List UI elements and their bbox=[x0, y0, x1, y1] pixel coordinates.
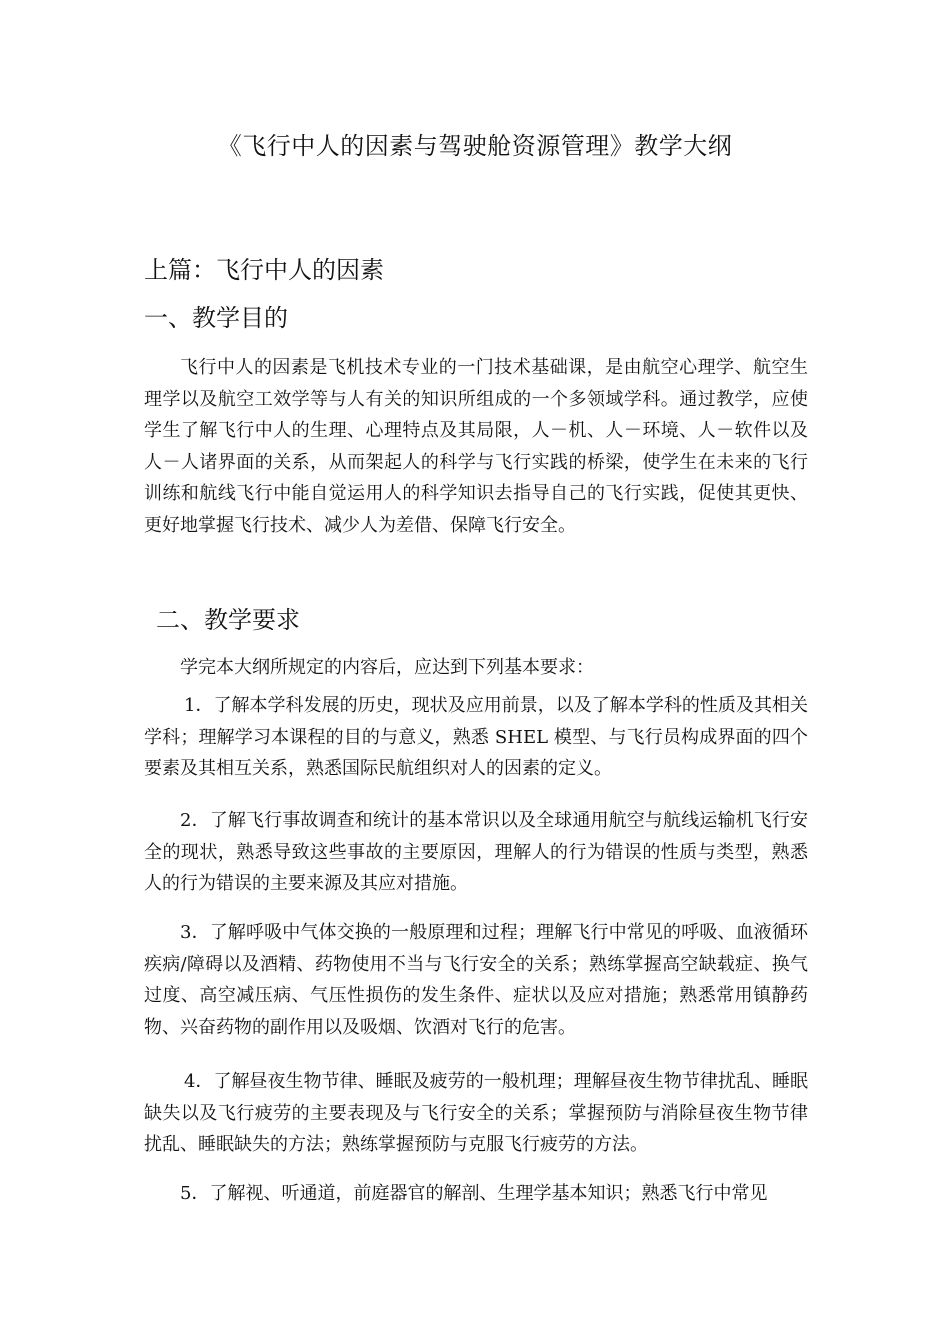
teaching-purpose-paragraph: 飞行中人的因素是飞机技术专业的一门技术基础课，是由航空心理学、航空生理学以及航空工效学等与人有关的知识所组成的一个多领域学科。通过教学，应使学生了解飞行中人的生理、心理特点及其局限，人－机、人－环境、人－软件以及人－人诸界面的关系，从而架起人的科学与飞行实践的桥梁，使学生在未来的飞行训练和航线飞行中能自觉运用人的科学知识去指导自己的飞行实践，促使其更快、更好地掌握飞行技术、减少人为差借、保障飞行安全。 bbox=[144, 357, 808, 536]
requirement-item-3: 3．了解呼吸中气体交换的一般原理和过程；理解飞行中常见的呼吸、血液循环疾病/障碍以及酒精、药物使用不当与飞行安全的关系；熟练掌握高空缺载症、换气过度、高空减压病、气压性损伤的发生条件、症状以及应对措施；熟悉常用镇静药物、兴奋药物的副作用以及吸烟、饮酒对飞行的危害。 bbox=[144, 922, 808, 1038]
requirement-item-5: 5．了解视、听通道，前庭器官的解剖、生理学基本知识；熟悉飞行中常见 bbox=[180, 1183, 768, 1204]
part-title: 上篇：飞行中人的因素 bbox=[144, 256, 384, 284]
requirements-lead-paragraph: 学完本大纲所规定的内容后，应达到下列基本要求： bbox=[180, 657, 594, 678]
document-title: 《飞行中人的因素与驾驶舱资源管理》教学大纲 bbox=[217, 132, 733, 160]
requirement-item-2: 2．了解飞行事故调查和统计的基本常识以及全球通用航空与航线运输机飞行安全的现状，熟悉导致这些事故的主要原因，理解人的行为错误的性质与类型，熟悉人的行为错误的主要来源及其应对措施。 bbox=[144, 810, 808, 894]
section-heading-teaching-purpose: 一、教学目的 bbox=[144, 304, 288, 332]
section-heading-teaching-requirements: 二、教学要求 bbox=[156, 606, 300, 634]
requirement-item-4: 4．了解昼夜生物节律、睡眠及疲劳的一般机理；理解昼夜生物节律扰乱、睡眠缺失以及飞行疲劳的主要表现及与飞行安全的关系；掌握预防与消除昼夜生物节律扰乱、睡眠缺失的方法；熟练掌握预防与克服飞行疲劳的方法。 bbox=[144, 1071, 808, 1155]
requirement-item-1: 1．了解本学科发展的历史，现状及应用前景，以及了解本学科的性质及其相关学科；理解学习本课程的目的与意义，熟悉 SHEL 模型、与飞行员构成界面的四个要素及其相互关系，熟悉国际民航组织对人的因素的定义。 bbox=[144, 695, 808, 779]
